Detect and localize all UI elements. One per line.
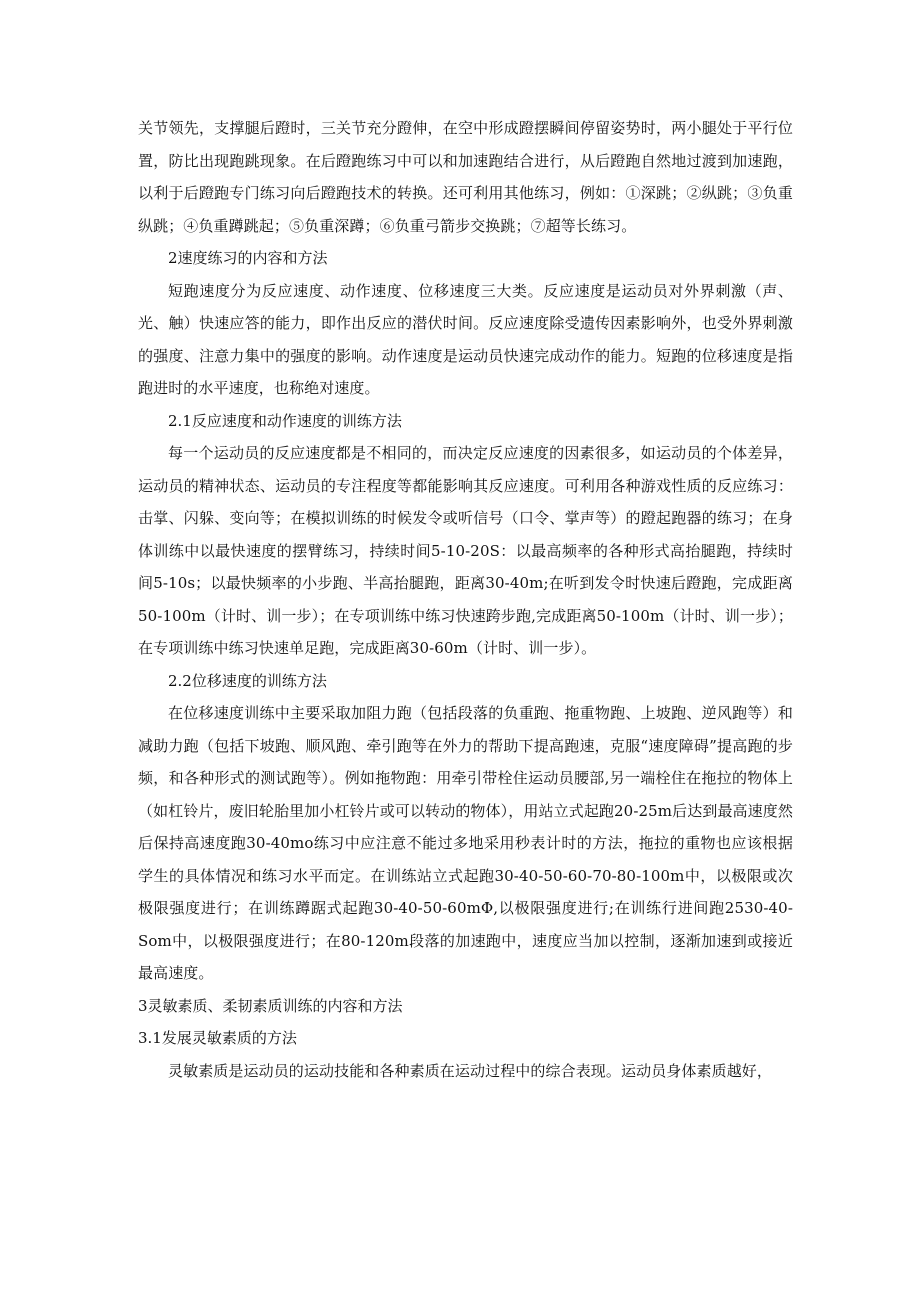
document-page — [138, 112, 793, 1087]
section-heading-3-1: 3.1发展灵敏素质的方法 — [138, 1029, 297, 1047]
paragraph-speed-types: 短跑速度分为反应速度、动作速度、位移速度三大类。反应速度是运动员对外界刺激（声、光、触）快速应答的能力，即作出反应的潜伏时间。反应速度除受遗传因素影响外，也受外界刺激的强度、注意力集中的强度的影响。动作速度是运动员快速完成动作的能力。短跑的位移速度是指跑进时的水平速度，也称绝对速度。 — [138, 281, 793, 397]
section-heading-3: 3灵敏素质、柔韧素质训练的内容和方法 — [138, 996, 403, 1015]
section-heading-2-2: 2.2位移速度的训练方法 — [168, 671, 327, 690]
paragraph-reaction-speed-training: 每一个运动员的反应速度都是不相同的，而决定反应速度的因素很多，如运动员的个体差异，运动员的精神状态、运动员的专注程度等都能影响其反应速度。可利用各种游戏性质的反应练习：击掌、闪躲、变向等；在模拟训练的时候发令或听信号（口令、掌声等）的蹬起跑器的练习；在身体训练中以最快速度的摆臂练习，持续时间5-10-20S：以最高频率的各种形式高抬腿跑，持续时间5-10s；以最快频率的小步跑、半高抬腿跑，距离30-40m;在听到发令时快速后蹬跑，完成距离50-100m（计时、训一步）；在专项训练中练习快速跨步跑,完成距离50-100m（计时、训一步）；在专项训练中练习快速单足跑，完成距离30-60m（计时、训一步）。 — [138, 444, 793, 657]
section-heading-2: 2速度练习的内容和方法 — [168, 249, 328, 267]
paragraph-displacement-speed-training: 在位移速度训练中主要采取加阻力跑（包括段落的负重跑、拖重物跑、上坡跑、逆风跑等）和减助力跑（包括下坡跑、顺风跑、牵引跑等在外力的帮助下提高跑速，克服“速度障碍”提高跑的步频，和各种形式的测试跑等）。例如拖物跑：用牵引带栓住运动员腰部,另一端栓住在拖拉的物体上（如杠铃片，废旧轮胎里加小杠铃片或可以转动的物体），用站立式起跑20-25m后达到最高速度然后保持高速度跑30-40mo练习中应注意不能过多地采用秒表计时的方法，拖拉的重物也应该根据学生的具体情况和练习水平而定。在训练站立式起跑30-40-50-60-70-80-100m中，以极限或次极限强度进行；在训练蹲踞式起跑30-40-50-60mΦ,以极限强度进行;在训练行进间跑2530-40-Som中，以极限强度进行；在80-120m段落的加速跑中，速度应当加以控制，逐渐加速到或接近最高速度。 — [138, 704, 793, 982]
section-heading-2-1: 2.1反应速度和动作速度的训练方法 — [168, 411, 402, 430]
paragraph-agility-intro: 灵敏素质是运动员的运动技能和各种素质在运动过程中的综合表现。运动员身体素质越好， — [168, 1061, 773, 1080]
paragraph-jump-training-end: 关节领先，支撑腿后蹬时，三关节充分蹬伸，在空中形成蹬摆瞬间停留姿势时，两小腿处于平行位置，防比出现跑跳现象。在后蹬跑练习中可以和加速跑结合进行，从后蹬跑自然地过渡到加速跑，以利于后蹬跑专门练习向后蹬跑技术的转换。还可利用其他练习，例如：①深跳；②纵跳；③负重纵跳；④负重蹲跳起；⑤负重深蹲；⑥负重弓箭步交换跳；⑦超等长练习。 — [138, 119, 793, 235]
